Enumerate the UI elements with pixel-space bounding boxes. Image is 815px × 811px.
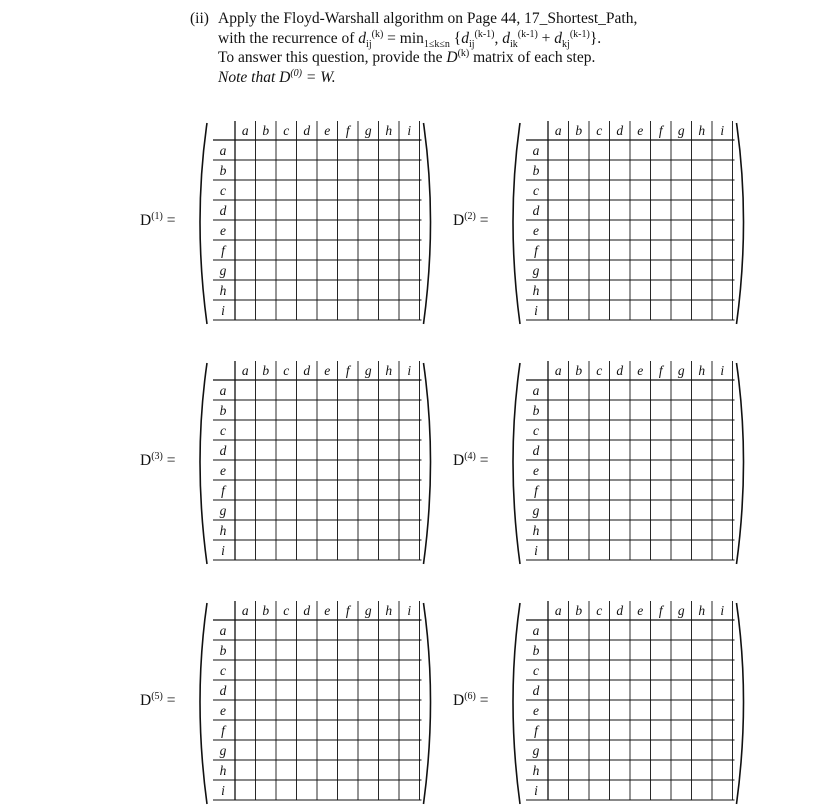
column-label-i: i <box>407 123 412 138</box>
row-label-g: g <box>219 503 227 518</box>
column-label-a: a <box>554 123 562 138</box>
column-label-e: e <box>324 603 331 618</box>
recurrence-plus: + <box>537 29 555 47</box>
column-label-e: e <box>324 363 331 378</box>
column-label-h: h <box>385 363 393 378</box>
matrix-equals: = <box>162 451 176 469</box>
question-line-1-text: Apply the Floyd-Warshall algorithm on Page 44, 17_Shortest_Path, <box>218 10 638 27</box>
recurrence-term-1: d <box>461 29 469 47</box>
recurrence-term-1-sub: ij <box>468 38 475 50</box>
left-parenthesis <box>200 123 207 324</box>
row-label-b: b <box>219 643 227 658</box>
column-label-b: b <box>262 363 270 378</box>
column-label-a: a <box>241 123 249 138</box>
row-label-a: a <box>219 143 227 158</box>
note-text: Note that <box>218 68 276 86</box>
column-label-d: d <box>303 363 311 378</box>
recurrence-term-3-sup: (k-1) <box>569 28 590 40</box>
row-label-b: b <box>532 163 540 178</box>
column-label-e: e <box>324 123 331 138</box>
matrix-name: D <box>140 211 152 229</box>
row-label-b: b <box>532 643 540 658</box>
note-d-sup: (0) <box>290 67 303 79</box>
question-line-2 <box>190 29 690 49</box>
column-label-a: a <box>241 603 249 618</box>
row-label-e: e <box>220 223 226 238</box>
matrix-equals: = <box>475 691 489 709</box>
row-label-e: e <box>220 703 226 718</box>
left-parenthesis <box>200 363 207 564</box>
matrix-equals: = <box>162 211 176 229</box>
row-label-i: i <box>221 783 225 798</box>
matrix-label-4 <box>453 451 489 470</box>
row-label-a: a <box>532 143 540 158</box>
column-label-b: b <box>262 123 270 138</box>
recurrence-brace-close: }. <box>589 29 602 47</box>
column-label-c: c <box>283 363 290 378</box>
question-line-1 <box>190 9 690 29</box>
column-label-e: e <box>637 603 644 618</box>
column-label-d: d <box>303 603 311 618</box>
row-label-d: d <box>219 443 227 458</box>
row-label-c: c <box>533 423 539 438</box>
recurrence-term-3-sub: kj <box>562 38 570 50</box>
row-label-h: h <box>532 283 540 298</box>
distance-matrix-2 <box>508 117 751 328</box>
recurrence-term-2-sub: ik <box>510 38 518 50</box>
column-label-i: i <box>407 363 412 378</box>
column-label-a: a <box>241 363 249 378</box>
column-label-c: c <box>283 123 290 138</box>
right-parenthesis <box>737 123 744 324</box>
left-parenthesis <box>200 603 207 804</box>
recurrence-d-sub: ij <box>366 38 372 50</box>
matrix-equals: = <box>475 211 489 229</box>
recurrence-term-1-sup: (k-1) <box>474 28 495 40</box>
column-label-d: d <box>616 123 624 138</box>
left-parenthesis <box>513 603 520 804</box>
recurrence-d-sup: (k) <box>371 28 384 40</box>
row-label-h: h <box>219 283 227 298</box>
matrix-step-sup: (4) <box>464 450 476 462</box>
row-label-c: c <box>533 663 539 678</box>
row-label-g: g <box>219 743 227 758</box>
column-label-h: h <box>385 123 393 138</box>
column-label-h: h <box>385 603 393 618</box>
column-label-c: c <box>283 603 290 618</box>
row-label-c: c <box>220 663 226 678</box>
row-label-f: f <box>534 723 538 738</box>
column-label-c: c <box>596 363 603 378</box>
distance-matrix-1 <box>195 117 438 328</box>
row-label-h: h <box>219 763 227 778</box>
row-label-f: f <box>534 483 538 498</box>
matrix-label-5 <box>140 691 176 710</box>
left-parenthesis <box>513 363 520 564</box>
recurrence-term-3: d <box>554 29 563 47</box>
column-label-g: g <box>364 123 372 138</box>
column-label-b: b <box>575 123 583 138</box>
matrix-name: D <box>453 691 465 709</box>
row-label-e: e <box>220 463 226 478</box>
row-label-a: a <box>532 623 540 638</box>
matrix-label-6 <box>453 691 489 710</box>
column-label-c: c <box>596 603 603 618</box>
column-label-h: h <box>698 363 706 378</box>
column-label-g: g <box>677 123 685 138</box>
matrix-name: D <box>453 211 465 229</box>
column-label-g: g <box>364 363 372 378</box>
column-label-b: b <box>262 603 270 618</box>
right-parenthesis <box>424 363 431 564</box>
left-parenthesis <box>513 123 520 324</box>
row-label-f: f <box>221 243 225 258</box>
row-label-c: c <box>220 423 226 438</box>
matrix-label-1 <box>140 211 176 230</box>
row-label-g: g <box>219 263 227 278</box>
distance-matrix-6 <box>508 597 751 808</box>
row-label-d: d <box>219 683 227 698</box>
column-label-i: i <box>407 603 412 618</box>
recurrence-term-2-sup: (k-1) <box>517 28 538 40</box>
row-label-i: i <box>534 303 538 318</box>
row-label-a: a <box>219 623 227 638</box>
row-label-e: e <box>533 223 539 238</box>
row-label-e: e <box>533 463 539 478</box>
row-label-c: c <box>533 183 539 198</box>
row-label-i: i <box>221 303 225 318</box>
column-label-g: g <box>677 363 685 378</box>
row-label-i: i <box>221 543 225 558</box>
question-line-4 <box>190 68 690 88</box>
instruction-d: D <box>446 49 458 66</box>
question-number: (ii) <box>190 10 209 27</box>
matrix-equals: = <box>162 691 176 709</box>
column-label-a: a <box>554 603 562 618</box>
row-label-i: i <box>534 543 538 558</box>
note-d: D <box>279 68 291 86</box>
column-label-i: i <box>720 123 725 138</box>
right-parenthesis <box>424 603 431 804</box>
row-label-h: h <box>532 763 540 778</box>
instruction-rest: matrix of each step. <box>473 49 596 66</box>
note-rest: = W. <box>302 68 336 86</box>
distance-matrix-3 <box>195 357 438 568</box>
row-label-a: a <box>532 383 540 398</box>
column-label-h: h <box>698 603 706 618</box>
row-label-h: h <box>219 523 227 538</box>
matrix-step-sup: (1) <box>151 210 163 222</box>
column-label-f: f <box>345 603 350 618</box>
row-label-f: f <box>534 243 538 258</box>
column-label-e: e <box>637 123 644 138</box>
column-label-i: i <box>720 363 725 378</box>
question-text <box>190 9 690 87</box>
column-label-d: d <box>616 363 624 378</box>
row-label-i: i <box>534 783 538 798</box>
column-label-d: d <box>616 603 624 618</box>
column-label-b: b <box>575 603 583 618</box>
column-label-d: d <box>303 123 311 138</box>
recurrence-prefix: with the recurrence of <box>218 29 355 47</box>
matrix-name: D <box>453 451 465 469</box>
matrix-equals: = <box>475 451 489 469</box>
recurrence-term-2: d <box>502 29 511 47</box>
row-label-b: b <box>219 163 227 178</box>
matrix-label-3 <box>140 451 176 470</box>
recurrence-d: d <box>358 29 367 47</box>
column-label-e: e <box>637 363 644 378</box>
row-label-f: f <box>221 483 225 498</box>
column-label-g: g <box>364 603 372 618</box>
recurrence-brace-open: { <box>449 29 462 47</box>
row-label-d: d <box>219 203 227 218</box>
recurrence-comma: , <box>494 29 503 47</box>
row-label-e: e <box>533 703 539 718</box>
recurrence-min-range: 1≤k≤n <box>423 38 450 50</box>
row-label-d: d <box>532 203 540 218</box>
right-parenthesis <box>737 363 744 564</box>
matrix-name: D <box>140 451 152 469</box>
column-label-f: f <box>345 363 350 378</box>
column-label-g: g <box>677 603 685 618</box>
column-label-f: f <box>345 123 350 138</box>
row-label-f: f <box>221 723 225 738</box>
column-label-b: b <box>575 363 583 378</box>
column-label-a: a <box>554 363 562 378</box>
row-label-c: c <box>220 183 226 198</box>
question-line-3 <box>190 48 690 68</box>
column-label-h: h <box>698 123 706 138</box>
row-label-g: g <box>532 263 540 278</box>
instruction-text: To answer this question, provide the <box>218 49 443 66</box>
instruction-d-sup: (k) <box>457 47 470 59</box>
row-label-b: b <box>219 403 227 418</box>
distance-matrix-5 <box>195 597 438 808</box>
matrix-step-sup: (3) <box>151 450 163 462</box>
recurrence-eq: = min <box>383 29 424 47</box>
row-label-b: b <box>532 403 540 418</box>
right-parenthesis <box>737 603 744 804</box>
column-label-f: f <box>658 123 663 138</box>
row-label-g: g <box>532 503 540 518</box>
row-label-d: d <box>532 443 540 458</box>
row-label-d: d <box>532 683 540 698</box>
column-label-i: i <box>720 603 725 618</box>
row-label-g: g <box>532 743 540 758</box>
distance-matrix-4 <box>508 357 751 568</box>
matrix-step-sup: (6) <box>464 690 476 702</box>
row-label-h: h <box>532 523 540 538</box>
matrix-step-sup: (2) <box>464 210 476 222</box>
matrix-label-2 <box>453 211 489 230</box>
right-parenthesis <box>424 123 431 324</box>
column-label-f: f <box>658 603 663 618</box>
column-label-c: c <box>596 123 603 138</box>
row-label-a: a <box>219 383 227 398</box>
matrix-name: D <box>140 691 152 709</box>
column-label-f: f <box>658 363 663 378</box>
matrix-step-sup: (5) <box>151 690 163 702</box>
